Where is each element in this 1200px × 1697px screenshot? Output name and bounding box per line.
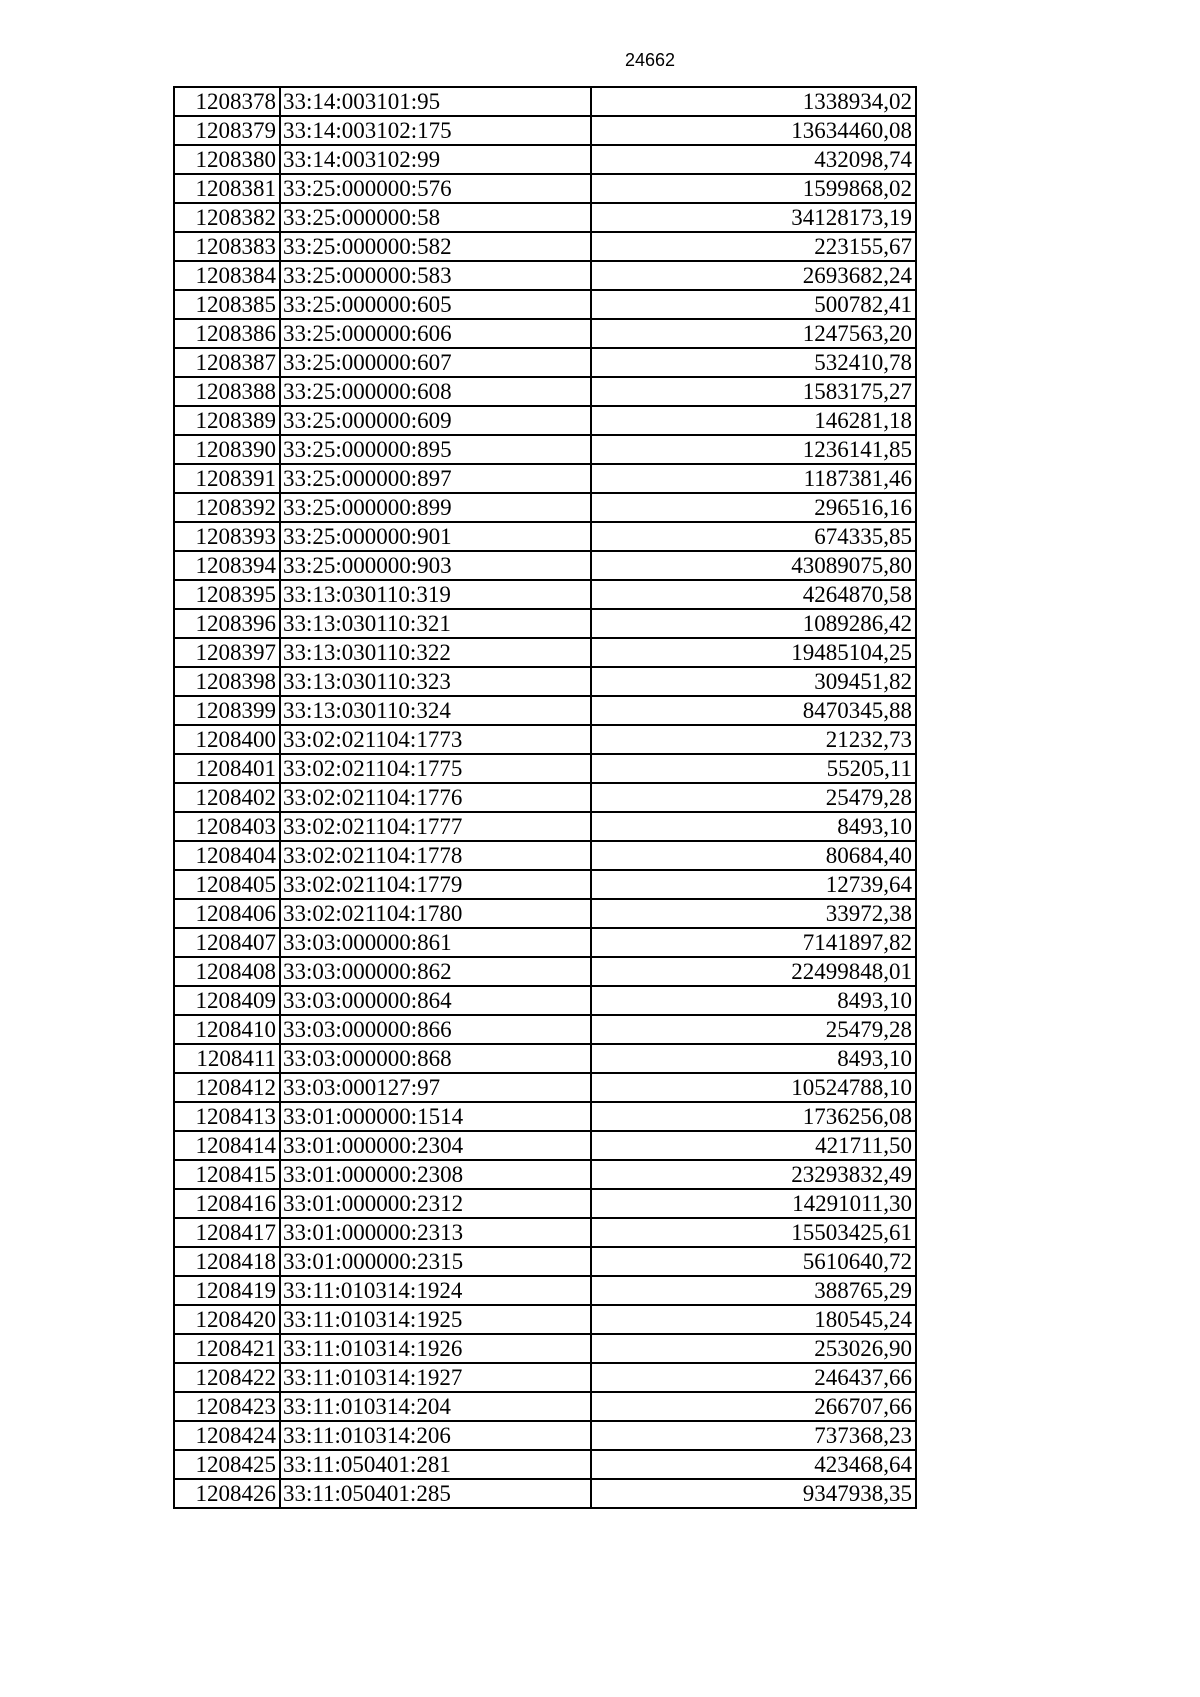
cadastral-number-cell: 33:02:021104:1773: [280, 725, 591, 754]
cadastral-number-cell: 33:25:000000:607: [280, 348, 591, 377]
table-row: [174, 348, 916, 377]
row-id-cell: 1208386: [174, 319, 280, 348]
cadastral-value-cell: 43089075,80: [591, 551, 916, 580]
row-id-cell: 1208393: [174, 522, 280, 551]
row-id-cell: 1208400: [174, 725, 280, 754]
row-id-cell: 1208404: [174, 841, 280, 870]
cadastral-value-cell: 15503425,61: [591, 1218, 916, 1247]
cadastral-number-cell: 33:03:000000:864: [280, 986, 591, 1015]
row-id-cell: 1208415: [174, 1160, 280, 1189]
table-row: [174, 812, 916, 841]
cadastral-value-cell: 55205,11: [591, 754, 916, 783]
table-row: [174, 1363, 916, 1392]
cadastral-value-cell: 423468,64: [591, 1450, 916, 1479]
table-row: [174, 696, 916, 725]
table-row: [174, 754, 916, 783]
cadastral-number-cell: 33:25:000000:895: [280, 435, 591, 464]
table-row: [174, 232, 916, 261]
cadastral-value-cell: 2693682,24: [591, 261, 916, 290]
table-row: [174, 1305, 916, 1334]
cadastral-value-cell: 253026,90: [591, 1334, 916, 1363]
table-row: [174, 870, 916, 899]
row-id-cell: 1208387: [174, 348, 280, 377]
cadastral-number-cell: 33:25:000000:608: [280, 377, 591, 406]
row-id-cell: 1208416: [174, 1189, 280, 1218]
cadastral-number-cell: 33:03:000000:866: [280, 1015, 591, 1044]
row-id-cell: 1208399: [174, 696, 280, 725]
row-id-cell: 1208385: [174, 290, 280, 319]
table-row: [174, 1073, 916, 1102]
row-id-cell: 1208388: [174, 377, 280, 406]
cadastral-value-cell: 1247563,20: [591, 319, 916, 348]
row-id-cell: 1208401: [174, 754, 280, 783]
cadastral-value-cell: 8493,10: [591, 812, 916, 841]
row-id-cell: 1208408: [174, 957, 280, 986]
row-id-cell: 1208397: [174, 638, 280, 667]
table-row: [174, 609, 916, 638]
cadastral-number-cell: 33:01:000000:2308: [280, 1160, 591, 1189]
table-row: [174, 1015, 916, 1044]
table-row: [174, 1189, 916, 1218]
cadastral-value-cell: 532410,78: [591, 348, 916, 377]
cadastral-number-cell: 33:25:000000:583: [280, 261, 591, 290]
cadastral-number-cell: 33:01:000000:1514: [280, 1102, 591, 1131]
table-row: [174, 116, 916, 145]
row-id-cell: 1208380: [174, 145, 280, 174]
cadastral-value-cell: 388765,29: [591, 1276, 916, 1305]
table-row: [174, 261, 916, 290]
cadastral-value-cell: 180545,24: [591, 1305, 916, 1334]
cadastral-value-cell: 8493,10: [591, 1044, 916, 1073]
row-id-cell: 1208417: [174, 1218, 280, 1247]
table-row: [174, 638, 916, 667]
row-id-cell: 1208378: [174, 87, 280, 116]
cadastral-value-cell: 80684,40: [591, 841, 916, 870]
table-row: [174, 203, 916, 232]
row-id-cell: 1208407: [174, 928, 280, 957]
cadastral-value-cell: 25479,28: [591, 783, 916, 812]
cadastral-value-cell: 5610640,72: [591, 1247, 916, 1276]
cadastral-number-cell: 33:02:021104:1777: [280, 812, 591, 841]
cadastral-value-cell: 7141897,82: [591, 928, 916, 957]
cadastral-number-cell: 33:13:030110:324: [280, 696, 591, 725]
cadastral-number-cell: 33:25:000000:901: [280, 522, 591, 551]
row-id-cell: 1208395: [174, 580, 280, 609]
cadastral-number-cell: 33:13:030110:322: [280, 638, 591, 667]
table-row: [174, 174, 916, 203]
row-id-cell: 1208402: [174, 783, 280, 812]
table-row: [174, 522, 916, 551]
cadastral-number-cell: 33:13:030110:323: [280, 667, 591, 696]
cadastral-number-cell: 33:01:000000:2304: [280, 1131, 591, 1160]
cadastral-value-cell: 146281,18: [591, 406, 916, 435]
cadastral-number-cell: 33:02:021104:1780: [280, 899, 591, 928]
table-row: [174, 1392, 916, 1421]
table-row: [174, 464, 916, 493]
cadastral-value-cell: 1089286,42: [591, 609, 916, 638]
cadastral-number-cell: 33:25:000000:606: [280, 319, 591, 348]
table-row: [174, 1218, 916, 1247]
cadastral-number-cell: 33:03:000000:868: [280, 1044, 591, 1073]
cadastral-value-cell: 309451,82: [591, 667, 916, 696]
table-row: [174, 928, 916, 957]
cadastral-number-cell: 33:25:000000:903: [280, 551, 591, 580]
row-id-cell: 1208396: [174, 609, 280, 638]
row-id-cell: 1208421: [174, 1334, 280, 1363]
table-row: [174, 493, 916, 522]
cadastral-number-cell: 33:13:030110:321: [280, 609, 591, 638]
cadastral-number-cell: 33:11:010314:1926: [280, 1334, 591, 1363]
cadastral-value-cell: 13634460,08: [591, 116, 916, 145]
cadastral-value-cell: 19485104,25: [591, 638, 916, 667]
cadastral-number-cell: 33:01:000000:2312: [280, 1189, 591, 1218]
cadastral-value-cell: 22499848,01: [591, 957, 916, 986]
cadastral-number-cell: 33:25:000000:576: [280, 174, 591, 203]
cadastral-number-cell: 33:11:010314:206: [280, 1421, 591, 1450]
cadastral-value-cell: 1236141,85: [591, 435, 916, 464]
table-row: [174, 145, 916, 174]
row-id-cell: 1208419: [174, 1276, 280, 1305]
cadastral-number-cell: 33:11:050401:281: [280, 1450, 591, 1479]
table-row: [174, 406, 916, 435]
cadastral-number-cell: 33:25:000000:897: [280, 464, 591, 493]
cadastral-number-cell: 33:14:003102:175: [280, 116, 591, 145]
cadastral-value-cell: 25479,28: [591, 1015, 916, 1044]
cadastral-number-cell: 33:25:000000:58: [280, 203, 591, 232]
cadastral-number-cell: 33:14:003101:95: [280, 87, 591, 116]
row-id-cell: 1208411: [174, 1044, 280, 1073]
table-row: [174, 667, 916, 696]
cadastral-number-cell: 33:01:000000:2313: [280, 1218, 591, 1247]
cadastral-number-cell: 33:25:000000:899: [280, 493, 591, 522]
cadastral-number-cell: 33:11:010314:1927: [280, 1363, 591, 1392]
table-row: [174, 1160, 916, 1189]
cadastral-value-cell: 10524788,10: [591, 1073, 916, 1102]
table-row: [174, 1450, 916, 1479]
table-row: [174, 1102, 916, 1131]
table-row: [174, 1334, 916, 1363]
cadastral-number-cell: 33:25:000000:582: [280, 232, 591, 261]
table-row: [174, 319, 916, 348]
row-id-cell: 1208389: [174, 406, 280, 435]
table-row: [174, 551, 916, 580]
table-row: [174, 435, 916, 464]
row-id-cell: 1208391: [174, 464, 280, 493]
cadastral-value-cell: 1583175,27: [591, 377, 916, 406]
row-id-cell: 1208398: [174, 667, 280, 696]
row-id-cell: 1208410: [174, 1015, 280, 1044]
row-id-cell: 1208382: [174, 203, 280, 232]
table-row: [174, 87, 916, 116]
table-row: [174, 1276, 916, 1305]
cadastral-value-cell: 1338934,02: [591, 87, 916, 116]
cadastral-value-cell: 1599868,02: [591, 174, 916, 203]
row-id-cell: 1208406: [174, 899, 280, 928]
row-id-cell: 1208394: [174, 551, 280, 580]
row-id-cell: 1208413: [174, 1102, 280, 1131]
row-id-cell: 1208414: [174, 1131, 280, 1160]
table-row: [174, 725, 916, 754]
cadastral-number-cell: 33:02:021104:1778: [280, 841, 591, 870]
row-id-cell: 1208405: [174, 870, 280, 899]
row-id-cell: 1208424: [174, 1421, 280, 1450]
cadastral-value-cell: 23293832,49: [591, 1160, 916, 1189]
row-id-cell: 1208420: [174, 1305, 280, 1334]
cadastral-number-cell: 33:11:010314:1924: [280, 1276, 591, 1305]
cadastral-number-cell: 33:03:000000:861: [280, 928, 591, 957]
row-id-cell: 1208409: [174, 986, 280, 1015]
cadastral-number-cell: 33:25:000000:609: [280, 406, 591, 435]
cadastral-number-cell: 33:02:021104:1779: [280, 870, 591, 899]
table-row: [174, 841, 916, 870]
cadastral-number-cell: 33:11:010314:204: [280, 1392, 591, 1421]
table-row: [174, 377, 916, 406]
cadastral-value-cell: 246437,66: [591, 1363, 916, 1392]
cadastral-value-table: [173, 86, 917, 1509]
table-row: [174, 1421, 916, 1450]
table-row: [174, 290, 916, 319]
cadastral-number-cell: 33:02:021104:1775: [280, 754, 591, 783]
table-row: [174, 783, 916, 812]
table-row: [174, 1044, 916, 1073]
table-row: [174, 1247, 916, 1276]
table-row: [174, 957, 916, 986]
cadastral-number-cell: 33:25:000000:605: [280, 290, 591, 319]
cadastral-number-cell: 33:14:003102:99: [280, 145, 591, 174]
cadastral-value-cell: 737368,23: [591, 1421, 916, 1450]
cadastral-value-cell: 21232,73: [591, 725, 916, 754]
row-id-cell: 1208403: [174, 812, 280, 841]
cadastral-number-cell: 33:11:010314:1925: [280, 1305, 591, 1334]
cadastral-value-cell: 1187381,46: [591, 464, 916, 493]
cadastral-number-cell: 33:03:000127:97: [280, 1073, 591, 1102]
table-row: [174, 1479, 916, 1508]
row-id-cell: 1208426: [174, 1479, 280, 1508]
row-id-cell: 1208392: [174, 493, 280, 522]
cadastral-number-cell: 33:03:000000:862: [280, 957, 591, 986]
table-row: [174, 899, 916, 928]
cadastral-number-cell: 33:01:000000:2315: [280, 1247, 591, 1276]
cadastral-value-cell: 9347938,35: [591, 1479, 916, 1508]
table-row: [174, 580, 916, 609]
cadastral-value-cell: 500782,41: [591, 290, 916, 319]
cadastral-value-cell: 8493,10: [591, 986, 916, 1015]
row-id-cell: 1208412: [174, 1073, 280, 1102]
cadastral-value-cell: 432098,74: [591, 145, 916, 174]
cadastral-value-cell: 296516,16: [591, 493, 916, 522]
table-body: [174, 87, 916, 1508]
cadastral-value-cell: 223155,67: [591, 232, 916, 261]
row-id-cell: 1208423: [174, 1392, 280, 1421]
table-row: [174, 1131, 916, 1160]
row-id-cell: 1208384: [174, 261, 280, 290]
row-id-cell: 1208379: [174, 116, 280, 145]
cadastral-number-cell: 33:13:030110:319: [280, 580, 591, 609]
cadastral-value-cell: 12739,64: [591, 870, 916, 899]
cadastral-value-cell: 266707,66: [591, 1392, 916, 1421]
page-number: 24662: [624, 50, 676, 70]
row-id-cell: 1208425: [174, 1450, 280, 1479]
cadastral-number-cell: 33:02:021104:1776: [280, 783, 591, 812]
cadastral-value-cell: 1736256,08: [591, 1102, 916, 1131]
cadastral-value-cell: 674335,85: [591, 522, 916, 551]
row-id-cell: 1208381: [174, 174, 280, 203]
cadastral-value-cell: 14291011,30: [591, 1189, 916, 1218]
row-id-cell: 1208422: [174, 1363, 280, 1392]
cadastral-value-cell: 34128173,19: [591, 203, 916, 232]
cadastral-value-cell: 33972,38: [591, 899, 916, 928]
cadastral-number-cell: 33:11:050401:285: [280, 1479, 591, 1508]
cadastral-value-cell: 8470345,88: [591, 696, 916, 725]
row-id-cell: 1208383: [174, 232, 280, 261]
table-row: [174, 986, 916, 1015]
row-id-cell: 1208390: [174, 435, 280, 464]
cadastral-value-cell: 4264870,58: [591, 580, 916, 609]
row-id-cell: 1208418: [174, 1247, 280, 1276]
cadastral-value-cell: 421711,50: [591, 1131, 916, 1160]
